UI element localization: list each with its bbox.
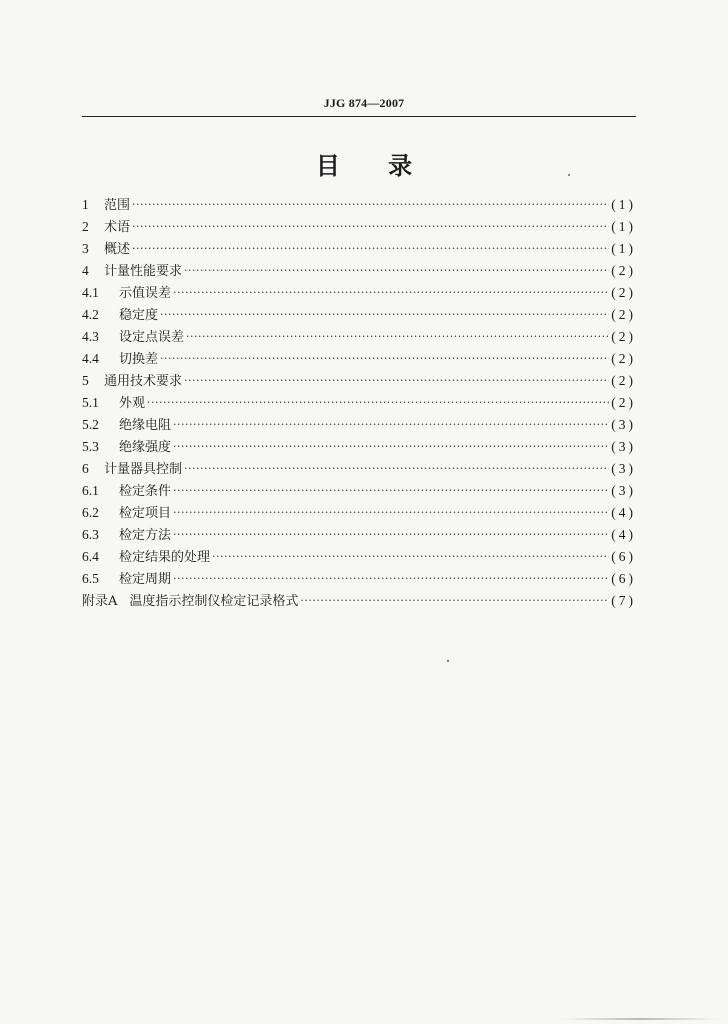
toc-entry-title: 切换差 <box>119 352 159 367</box>
toc-leader-dots <box>186 331 609 342</box>
toc-entry-page: (7) <box>611 593 636 608</box>
toc-entry-page: (1) <box>611 197 636 212</box>
toc-entry-number: 6.3 <box>82 527 99 542</box>
toc-entry <box>82 436 636 458</box>
toc-title: 目 录 <box>315 152 413 180</box>
toc-entry-number: 3 <box>82 241 89 256</box>
toc-entry-number: 6.5 <box>82 571 99 586</box>
toc-entry-page: (2) <box>611 351 636 366</box>
toc-entry-number: 4.2 <box>82 307 99 322</box>
toc-entry-page: (2) <box>611 395 636 410</box>
toc-entry-number: 4 <box>82 263 89 278</box>
toc-entry-title: 术语 <box>104 220 131 235</box>
toc-entry-page: (2) <box>611 329 636 344</box>
scan-speck <box>568 174 570 176</box>
toc-leader-dots <box>132 199 609 210</box>
toc-leader-dots <box>147 397 609 408</box>
toc-leader-dots <box>173 441 609 452</box>
toc-entry <box>82 568 636 590</box>
toc-entry-number: 6.4 <box>82 549 99 564</box>
toc-entry-title: 绝缘电阻 <box>119 418 172 433</box>
toc-entry-number: 5.3 <box>82 439 99 454</box>
toc-entry-title: 计量器具控制 <box>104 462 183 477</box>
toc-entry <box>82 348 636 370</box>
toc-entry-page: (3) <box>611 461 636 476</box>
toc-entry-number: 6.1 <box>82 483 99 498</box>
header-rule <box>82 116 636 117</box>
toc-entry-number: 4.1 <box>82 285 99 300</box>
toc-entry <box>82 282 636 304</box>
toc-leader-dots <box>173 529 609 540</box>
toc-entry <box>82 458 636 480</box>
toc-leader-dots <box>173 485 609 496</box>
toc-entry-number: 6.2 <box>82 505 99 520</box>
toc-entry <box>82 304 636 326</box>
toc-entry <box>82 194 636 216</box>
toc-leader-dots <box>173 507 609 518</box>
toc-entry <box>82 326 636 348</box>
toc-entry-number: 5.2 <box>82 417 99 432</box>
toc-entry-number: 4.4 <box>82 351 99 366</box>
toc-entry <box>82 590 636 612</box>
toc-entry-page: (3) <box>611 417 636 432</box>
toc-entry-title: 概述 <box>104 242 131 257</box>
toc-entry <box>82 238 636 260</box>
scan-edge-shadow <box>560 1018 720 1020</box>
toc-leader-dots <box>132 221 609 232</box>
toc-leader-dots <box>173 419 609 430</box>
toc-entry-page: (2) <box>611 285 636 300</box>
toc-leader-dots <box>132 243 609 254</box>
toc-entry-title: 检定方法 <box>119 528 172 543</box>
toc-entry-title: 外观 <box>119 396 146 411</box>
toc-entry <box>82 392 636 414</box>
toc-entry-title: 检定周期 <box>119 572 172 587</box>
toc-entry-page: (6) <box>611 571 636 586</box>
toc-entry-page: (2) <box>611 263 636 278</box>
toc-entry-number: 1 <box>82 197 89 212</box>
toc-entry-number: 附录A <box>82 594 118 609</box>
toc-entry <box>82 414 636 436</box>
toc-entry-page: (1) <box>611 241 636 256</box>
toc-entry-page: (1) <box>611 219 636 234</box>
toc-entry <box>82 260 636 282</box>
toc-entry-title: 稳定度 <box>119 308 159 323</box>
toc-entry-number: 5.1 <box>82 395 99 410</box>
toc-entry-title: 计量性能要求 <box>104 264 183 279</box>
toc-leader-dots <box>160 309 609 320</box>
toc-entry-title: 范围 <box>104 198 131 213</box>
toc-entry-title: 检定项目 <box>119 506 172 521</box>
scan-speck <box>447 660 449 662</box>
toc-leader-dots <box>173 287 609 298</box>
toc-entry <box>82 546 636 568</box>
standard-code: JJG 874—2007 <box>323 96 405 110</box>
toc-entry-number: 5 <box>82 373 89 388</box>
toc-entry-title: 设定点误差 <box>119 330 185 345</box>
toc-entry-title: 示值误差 <box>119 286 172 301</box>
toc-entry-page: (2) <box>611 307 636 322</box>
toc-leader-dots <box>173 573 609 584</box>
toc-entry-number: 2 <box>82 219 89 234</box>
toc-entry-page: (3) <box>611 483 636 498</box>
toc-entry-title: 绝缘强度 <box>119 440 172 455</box>
toc-entry-page: (4) <box>611 527 636 542</box>
toc-entry-title: 检定条件 <box>119 484 172 499</box>
toc-entry-number: 6 <box>82 461 89 476</box>
toc-entry-page: (4) <box>611 505 636 520</box>
toc-entry <box>82 524 636 546</box>
toc-leader-dots <box>184 265 609 276</box>
toc-entry-title: 通用技术要求 <box>104 374 183 389</box>
toc-leader-dots <box>184 463 609 474</box>
toc-entry <box>82 502 636 524</box>
toc-leader-dots <box>160 353 609 364</box>
table-of-contents <box>82 194 636 612</box>
toc-entry-title: 检定结果的处理 <box>119 550 211 565</box>
toc-entry-page: (2) <box>611 373 636 388</box>
toc-leader-dots <box>212 551 609 562</box>
toc-entry-page: (6) <box>611 549 636 564</box>
toc-entry-page: (3) <box>611 439 636 454</box>
toc-entry-number: 4.3 <box>82 329 99 344</box>
toc-entry <box>82 370 636 392</box>
toc-entry <box>82 216 636 238</box>
toc-leader-dots <box>300 595 609 606</box>
toc-entry-title: 温度指示控制仪检定记录格式 <box>129 594 299 609</box>
toc-entry <box>82 480 636 502</box>
toc-leader-dots <box>184 375 609 386</box>
